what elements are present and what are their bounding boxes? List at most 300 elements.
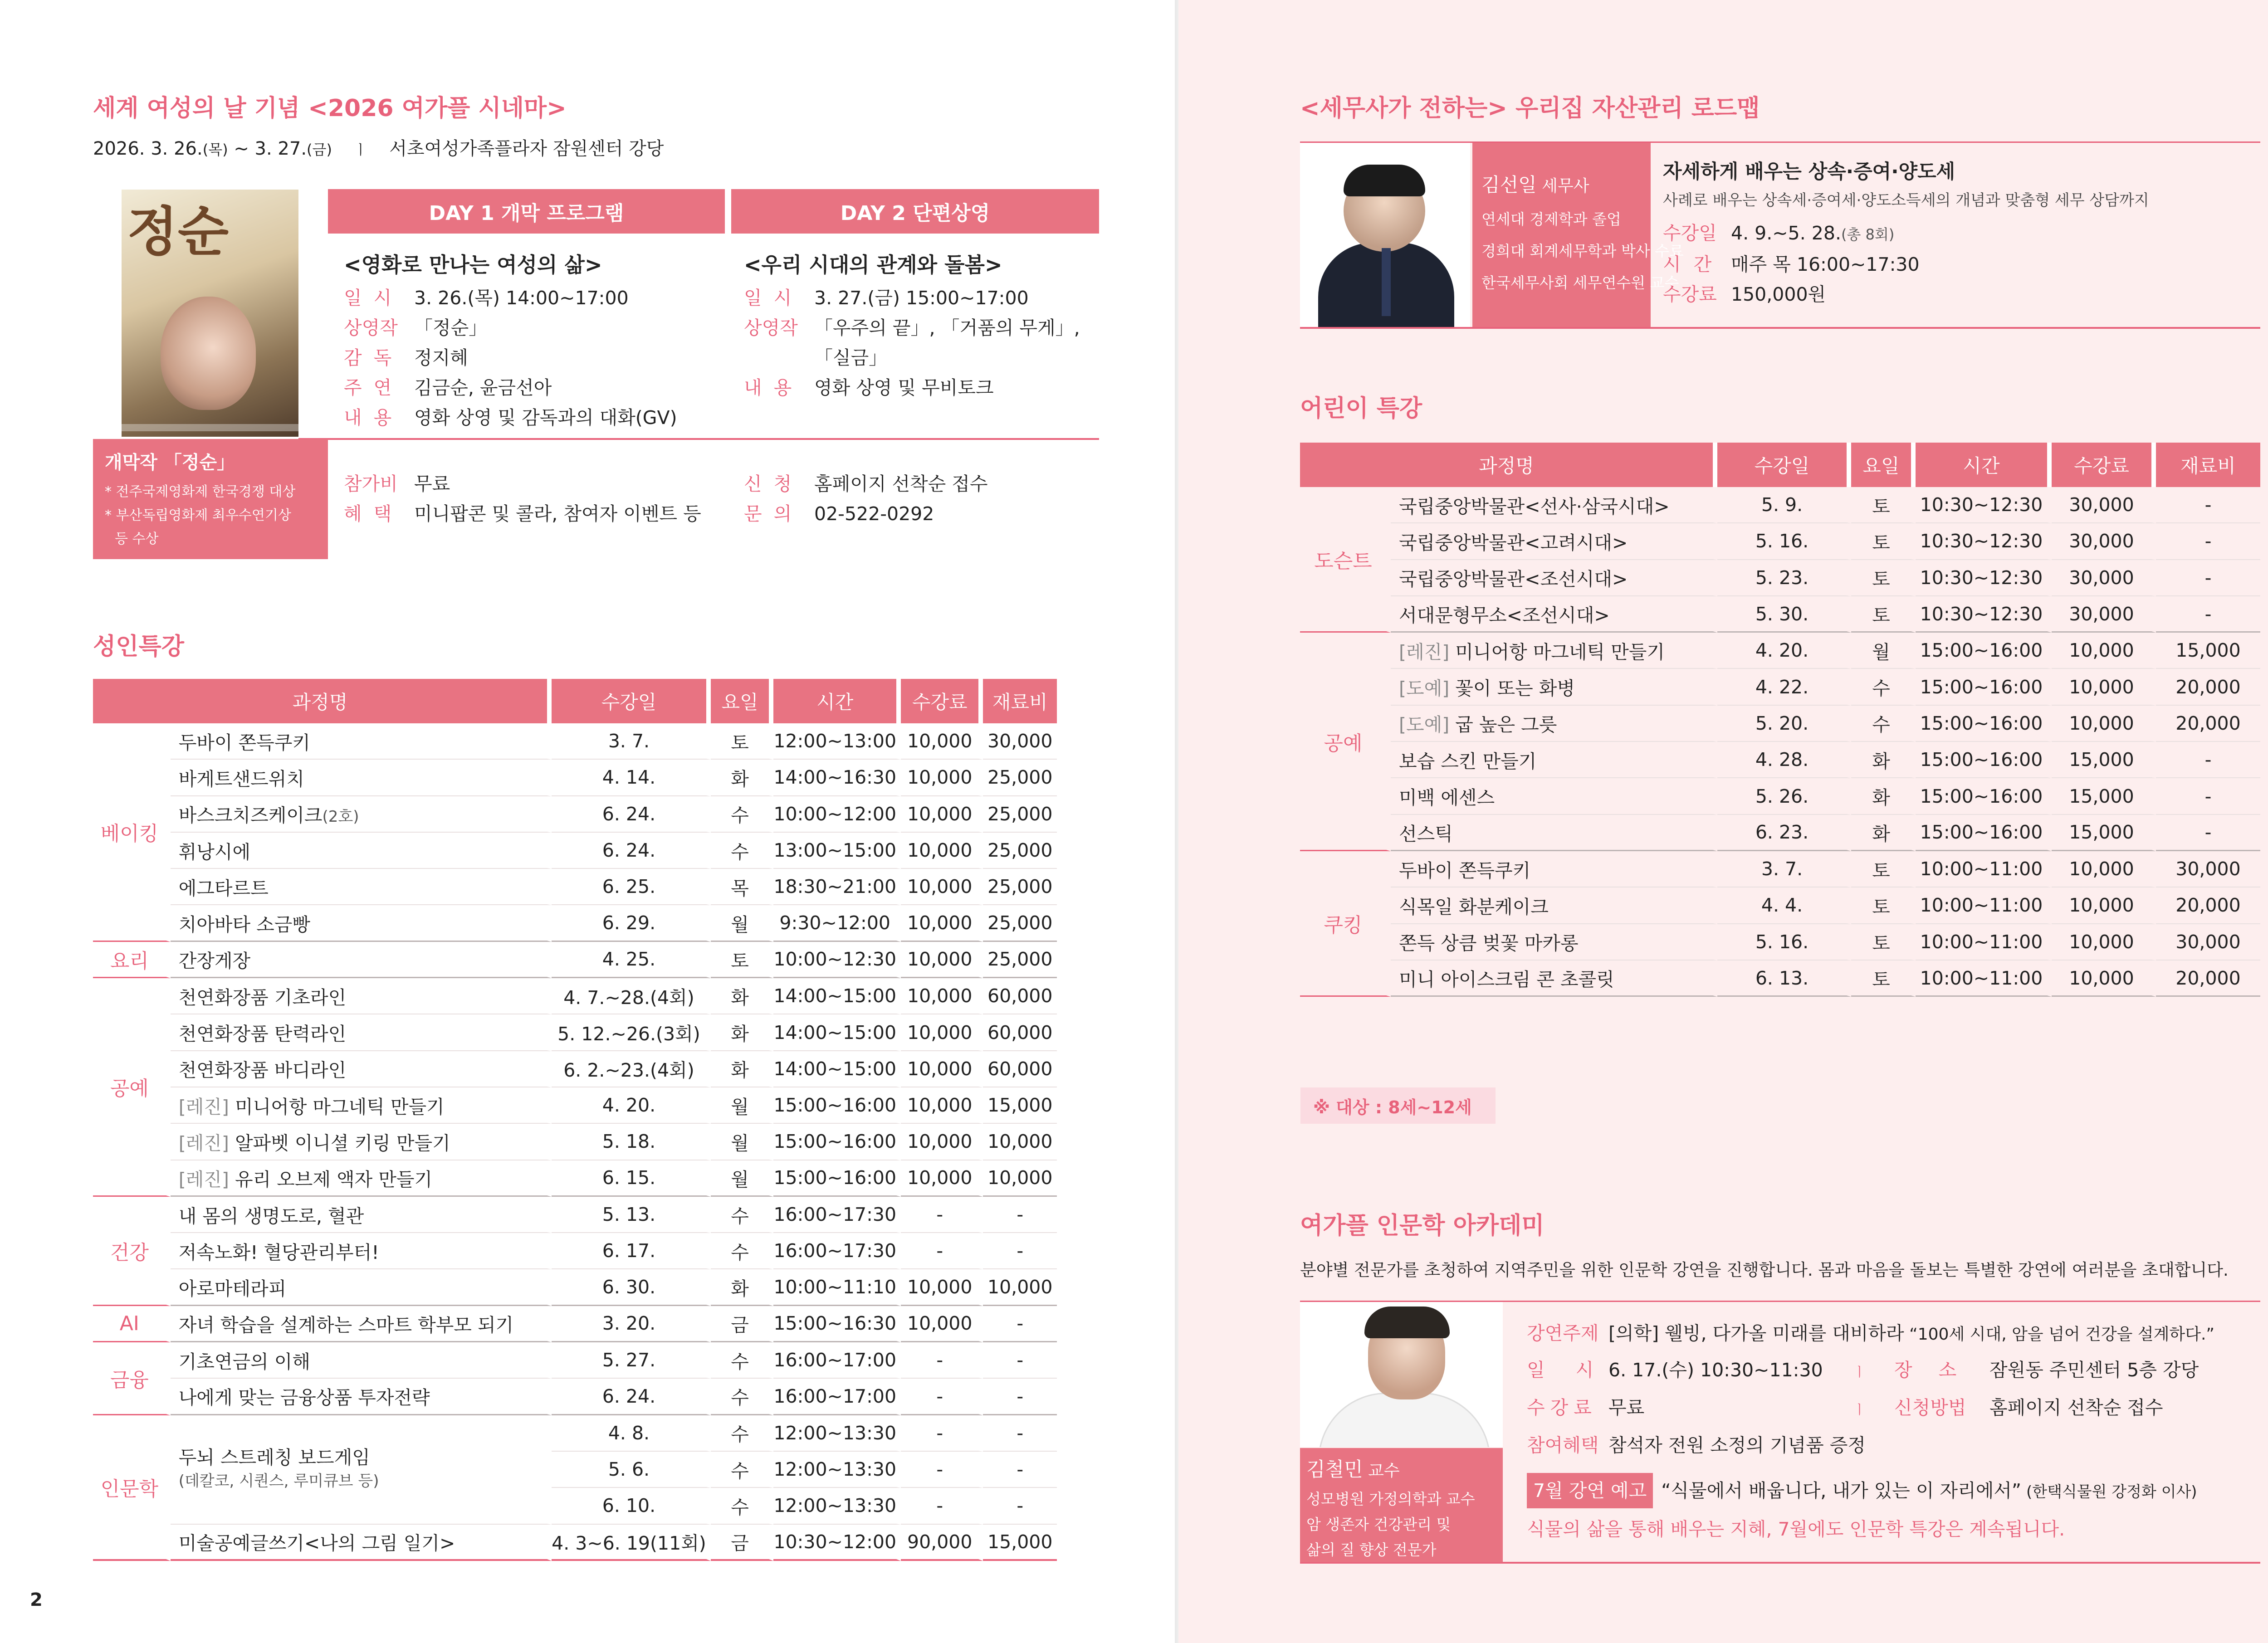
course-day: 금 bbox=[711, 1525, 774, 1561]
course-time: 14:00~15:00 bbox=[773, 1051, 901, 1087]
course-fee: 10,000 bbox=[901, 978, 983, 1014]
course-date: 4. 14. bbox=[552, 760, 711, 796]
course-name: [도예] 굽 높은 그릇 bbox=[1391, 706, 1717, 742]
course-fee: 10,000 bbox=[901, 942, 983, 978]
course-time: 18:30~21:00 bbox=[773, 869, 901, 905]
category-label: 요리 bbox=[93, 942, 171, 978]
course-time: 15:00~16:00 bbox=[1916, 669, 2052, 705]
course-fee: 10,000 bbox=[2052, 887, 2156, 924]
course-name: 두바이 쫀득쿠키 bbox=[1391, 851, 1717, 887]
table-row bbox=[1300, 778, 2260, 814]
course-name: 쫀득 상큼 벚꽃 마카롱 bbox=[1391, 924, 1717, 960]
course-date: 6. 15. bbox=[552, 1160, 711, 1197]
table-row bbox=[93, 1342, 1057, 1379]
course-fee: 10,000 bbox=[901, 905, 983, 941]
course-fee: 30,000 bbox=[2052, 560, 2156, 596]
table-row bbox=[93, 760, 1057, 796]
course-fee: 10,000 bbox=[901, 869, 983, 905]
table-row bbox=[1300, 887, 2260, 924]
course-mat: 15,000 bbox=[983, 1087, 1057, 1124]
course-name: 간장게장 bbox=[171, 942, 552, 978]
table-row bbox=[93, 1197, 1057, 1233]
course-date: 5. 30. bbox=[1717, 596, 1851, 633]
course-day: 수 bbox=[711, 1342, 774, 1379]
course-day: 화 bbox=[711, 1051, 774, 1087]
course-fee: 10,000 bbox=[2052, 669, 2156, 705]
table-row bbox=[93, 1379, 1057, 1415]
course-name: [레진] 미니어항 마그네틱 만들기 bbox=[1391, 633, 1717, 669]
course-date: 6. 24. bbox=[552, 796, 711, 833]
tax-lecture-box bbox=[1300, 141, 2260, 329]
table-row bbox=[93, 1269, 1057, 1306]
course-mat: 25,000 bbox=[983, 796, 1057, 833]
course-name: [레진] 알파벳 이니셜 키링 만들기 bbox=[171, 1124, 552, 1160]
day1-subtitle: <영화로 만나는 여성의 삶> bbox=[344, 253, 602, 277]
adult-table-header: 과정명 수강일 요일 시간 수강료 재료비 bbox=[93, 679, 1057, 723]
course-day: 화 bbox=[711, 1269, 774, 1306]
course-time: 10:30~12:00 bbox=[773, 1525, 901, 1561]
category-label: 금융 bbox=[93, 1342, 171, 1415]
course-fee: 10,000 bbox=[901, 796, 983, 833]
course-date: 5. 12.~26.(3회) bbox=[552, 1014, 711, 1051]
category-label: 공예 bbox=[93, 978, 171, 1197]
course-date: 4. 3~6. 19(11회) bbox=[552, 1525, 711, 1561]
course-day: 화 bbox=[1851, 778, 1916, 814]
table-row bbox=[93, 905, 1057, 941]
course-day: 월 bbox=[711, 905, 774, 941]
course-date: 6. 23. bbox=[1717, 815, 1851, 851]
humanities-title: 여가플 인문학 아카데미 bbox=[1300, 1212, 1545, 1239]
course-day: 수 bbox=[711, 796, 774, 833]
course-mat: - bbox=[983, 1233, 1057, 1269]
day2-info: 일시 3. 27.(금) 15:00~17:00 상영작 「우주의 끝」, 「거품의 무게」, 「실금」 내용 영화 상영 및 무비토크 bbox=[744, 287, 1080, 399]
category-label: 베이킹 bbox=[93, 723, 171, 942]
course-mat: 10,000 bbox=[983, 1269, 1057, 1306]
course-name: 휘낭시에 bbox=[171, 833, 552, 869]
course-fee: 10,000 bbox=[901, 1051, 983, 1087]
course-date: 4. 20. bbox=[552, 1087, 711, 1124]
course-day: 수 bbox=[711, 1415, 774, 1452]
course-date: 5. 23. bbox=[1717, 560, 1851, 596]
course-fee: 10,000 bbox=[901, 1160, 983, 1197]
course-fee: 90,000 bbox=[901, 1525, 983, 1561]
course-name: 나에게 맞는 금융상품 투자전략 bbox=[171, 1379, 552, 1415]
course-fee: 10,000 bbox=[901, 1014, 983, 1051]
course-name: 천연화장품 바디라인 bbox=[171, 1051, 552, 1087]
table-row bbox=[1300, 960, 2260, 997]
course-name: 내 몸의 생명도로, 혈관 bbox=[171, 1197, 552, 1233]
course-time: 10:00~11:10 bbox=[773, 1269, 901, 1306]
course-date: 4. 4. bbox=[1717, 887, 1851, 924]
course-day: 금 bbox=[711, 1306, 774, 1342]
page-number: 2 bbox=[30, 1589, 43, 1610]
course-day: 토 bbox=[1851, 487, 1916, 523]
course-time: 15:00~16:00 bbox=[773, 1124, 901, 1160]
course-date: 6. 13. bbox=[1717, 960, 1851, 997]
course-date: 5. 20. bbox=[1717, 706, 1851, 742]
course-day: 토 bbox=[1851, 887, 1916, 924]
course-name: 바게트샌드위치 bbox=[171, 760, 552, 796]
course-time: 14:00~15:00 bbox=[773, 1014, 901, 1051]
course-fee: 10,000 bbox=[2052, 924, 2156, 960]
course-name: 치아바타 소금빵 bbox=[171, 905, 552, 941]
tax-course-info: 자세하게 배우는 상속·증여·양도세 사례로 배우는 상속세·증여세·양도소득세의 개념과 맞춤형 세무 상담까지 수강일 4. 9.~5. 28.(총 8회) 시간 매주 목 16:00~17:30 수강료 150,000원 bbox=[1663, 161, 2149, 305]
course-time: 15:00~16:00 bbox=[1916, 633, 2052, 669]
course-name: 두뇌 스트레칭 보드게임 (데칼코, 시퀀스, 루미큐브 등) bbox=[171, 1415, 552, 1525]
course-mat: 60,000 bbox=[983, 1051, 1057, 1087]
humanities-lecture-box bbox=[1300, 1301, 2260, 1564]
table-row bbox=[93, 833, 1057, 869]
course-date: 4. 7.~28.(4회) bbox=[552, 978, 711, 1014]
table-row bbox=[93, 978, 1057, 1014]
course-day: 수 bbox=[711, 833, 774, 869]
table-row bbox=[93, 1415, 1057, 1452]
day1-info: 일시 3. 26.(목) 14:00~17:00 상영작 「정순」 감독 정지혜 주연 김금순, 윤금선아 내용 영화 상영 및 감독과의 대화(GV) bbox=[344, 287, 677, 429]
course-time: 10:00~11:00 bbox=[1916, 924, 2052, 960]
course-mat: - bbox=[2156, 560, 2260, 596]
lecturer-photo-2 bbox=[1300, 1302, 1503, 1447]
course-date: 6. 24. bbox=[552, 833, 711, 869]
course-name: [레진] 미니어항 마그네틱 만들기 bbox=[171, 1087, 552, 1124]
humanities-intro: 분야별 전문가를 초청하여 지역주민을 위한 인문학 강연을 진행합니다. 몸과 마음을 돌보는 특별한 강연에 여러분을 초대합니다. bbox=[1300, 1260, 2229, 1280]
table-row bbox=[1300, 596, 2260, 633]
course-name: 자녀 학습을 설계하는 스마트 학부모 되기 bbox=[171, 1306, 552, 1342]
course-name: 미백 에센스 bbox=[1391, 778, 1717, 814]
course-mat: - bbox=[983, 1197, 1057, 1233]
course-day: 수 bbox=[711, 1488, 774, 1524]
course-fee: 10,000 bbox=[901, 723, 983, 760]
course-mat: - bbox=[983, 1488, 1057, 1524]
course-fee: - bbox=[901, 1197, 983, 1233]
course-date: 5. 6. bbox=[552, 1452, 711, 1488]
course-day: 토 bbox=[1851, 560, 1916, 596]
course-name: 바스크치즈케이크(2호) bbox=[171, 796, 552, 833]
course-day: 수 bbox=[711, 1197, 774, 1233]
day1-header: DAY 1 개막 프로그램 bbox=[328, 189, 725, 234]
course-mat: 25,000 bbox=[983, 869, 1057, 905]
course-day: 토 bbox=[711, 723, 774, 760]
course-fee: 10,000 bbox=[901, 1124, 983, 1160]
table-row bbox=[1300, 851, 2260, 887]
course-fee: 10,000 bbox=[901, 760, 983, 796]
table-row bbox=[93, 1160, 1057, 1197]
course-day: 수 bbox=[1851, 706, 1916, 742]
course-day: 토 bbox=[1851, 924, 1916, 960]
course-fee: - bbox=[901, 1488, 983, 1524]
course-time: 16:00~17:00 bbox=[773, 1342, 901, 1379]
category-label: 인문학 bbox=[93, 1415, 171, 1561]
course-date: 6. 17. bbox=[552, 1233, 711, 1269]
course-date: 5. 16. bbox=[1717, 523, 1851, 560]
course-date: 5. 18. bbox=[552, 1124, 711, 1160]
course-name: 보습 스킨 만들기 bbox=[1391, 742, 1717, 778]
course-mat: 25,000 bbox=[983, 905, 1057, 941]
course-mat: 60,000 bbox=[983, 1014, 1057, 1051]
course-name: 국립중앙박물관<고려시대> bbox=[1391, 523, 1717, 560]
adult-title: 성인특강 bbox=[93, 633, 184, 660]
course-time: 15:00~16:00 bbox=[1916, 742, 2052, 778]
course-day: 수 bbox=[711, 1233, 774, 1269]
course-name: 두바이 쫀득쿠키 bbox=[171, 723, 552, 760]
cinema-title: 세계 여성의 날 기념 <2026 여가플 시네마> bbox=[93, 95, 567, 122]
course-name: 식목일 화분케이크 bbox=[1391, 887, 1717, 924]
category-label: 공예 bbox=[1300, 633, 1391, 851]
course-date: 3. 7. bbox=[552, 723, 711, 760]
course-day: 화 bbox=[711, 978, 774, 1014]
course-mat: 25,000 bbox=[983, 760, 1057, 796]
course-day: 토 bbox=[1851, 523, 1916, 560]
course-day: 수 bbox=[711, 1379, 774, 1415]
table-row bbox=[1300, 669, 2260, 705]
course-name: 서대문형무소<조선시대> bbox=[1391, 596, 1717, 633]
course-fee: 10,000 bbox=[2052, 960, 2156, 997]
humanities-details: 강연주제 [의학] 웰빙, 다가올 미래를 대비하라 “100세 시대, 암을 넘어 건강을 설계하다.” 일시6. 17.(수) 10:30~11:30 ㅣ 장소 잠원동 주민센터 5층 강당 수강료 무료 ㅣ 신청방법 홈페이지 선착순 접수 참여혜택 참석자 전원 소정의 기념품 증정 7월 강연 예고 “식물에서 배웁니다, 내가 있는 이 자리에서” (한택식물원 강정화 이사) 식물의 삶을 통해 배우는 지혜, 7월에도 인문학 특강은 계속됩니다. bbox=[1527, 1322, 2215, 1540]
table-row bbox=[1300, 924, 2260, 960]
table-row bbox=[93, 869, 1057, 905]
course-time: 16:00~17:30 bbox=[773, 1197, 901, 1233]
course-date: 4. 8. bbox=[552, 1415, 711, 1452]
adult-course-table bbox=[93, 679, 1057, 1561]
course-time: 10:30~12:30 bbox=[1916, 560, 2052, 596]
table-row bbox=[93, 1525, 1057, 1561]
course-date: 6. 2.~23.(4회) bbox=[552, 1051, 711, 1087]
course-mat: 20,000 bbox=[2156, 960, 2260, 997]
table-row bbox=[93, 723, 1057, 760]
course-name: 국립중앙박물관<선사·삼국시대> bbox=[1391, 487, 1717, 523]
table-row bbox=[93, 1014, 1057, 1051]
course-mat: 20,000 bbox=[2156, 669, 2260, 705]
course-date: 4. 25. bbox=[552, 942, 711, 978]
course-mat: - bbox=[983, 1342, 1057, 1379]
course-time: 15:00~16:00 bbox=[1916, 815, 2052, 851]
course-fee: 30,000 bbox=[2052, 523, 2156, 560]
course-fee: - bbox=[901, 1415, 983, 1452]
course-fee: 10,000 bbox=[901, 1306, 983, 1342]
course-time: 15:00~16:00 bbox=[773, 1087, 901, 1124]
course-date: 5. 26. bbox=[1717, 778, 1851, 814]
course-date: 5. 27. bbox=[552, 1342, 711, 1379]
program-fee-benefit: 참가비 무료 혜택 미니팝콘 및 콜라, 참여자 이벤트 등 bbox=[344, 473, 701, 525]
course-name: 미니 아이스크림 콘 초콜릿 bbox=[1391, 960, 1717, 997]
course-day: 토 bbox=[1851, 851, 1916, 887]
course-mat: - bbox=[983, 1306, 1057, 1342]
course-mat: 15,000 bbox=[2156, 633, 2260, 669]
course-date: 4. 20. bbox=[1717, 633, 1851, 669]
category-label: 건강 bbox=[93, 1197, 171, 1306]
course-name: [도예] 꽃이 또는 화병 bbox=[1391, 669, 1717, 705]
course-day: 화 bbox=[1851, 742, 1916, 778]
course-mat: - bbox=[983, 1379, 1057, 1415]
course-time: 14:00~15:00 bbox=[773, 978, 901, 1014]
course-fee: 15,000 bbox=[2052, 742, 2156, 778]
course-day: 토 bbox=[1851, 596, 1916, 633]
program-apply-contact: 신청 홈페이지 선착순 접수 문의 02-522-0292 bbox=[744, 473, 988, 525]
table-row bbox=[93, 942, 1057, 978]
right-page bbox=[1178, 0, 2268, 1643]
course-day: 화 bbox=[711, 1014, 774, 1051]
tax-title: <세무사가 전하는> 우리집 자산관리 로드맵 bbox=[1300, 95, 1760, 122]
course-mat: 30,000 bbox=[2156, 924, 2260, 960]
table-row bbox=[93, 1306, 1057, 1342]
movie-poster-image bbox=[122, 190, 298, 437]
opening-film-box: 개막작 「정순」 * 전주국제영화제 한국경쟁 대상 * 부산독립영화제 최우수연기상 등 수상 bbox=[93, 439, 328, 559]
course-date: 3. 7. bbox=[1717, 851, 1851, 887]
course-date: 4. 28. bbox=[1717, 742, 1851, 778]
course-time: 10:00~12:00 bbox=[773, 796, 901, 833]
course-fee: 10,000 bbox=[2052, 706, 2156, 742]
kids-title: 어린이 특강 bbox=[1300, 395, 1422, 422]
table-row bbox=[1300, 706, 2260, 742]
course-name: 선스틱 bbox=[1391, 815, 1717, 851]
kids-table-header: 과정명 수강일 요일 시간 수강료 재료비 bbox=[1300, 443, 2260, 487]
course-day: 월 bbox=[711, 1160, 774, 1197]
course-name: 국립중앙박물관<조선시대> bbox=[1391, 560, 1717, 596]
course-name: 에그타르트 bbox=[171, 869, 552, 905]
course-mat: 30,000 bbox=[2156, 851, 2260, 887]
day2-subtitle: <우리 시대의 관계와 돌봄> bbox=[744, 253, 1002, 277]
course-mat: 10,000 bbox=[983, 1124, 1057, 1160]
course-fee: 10,000 bbox=[901, 833, 983, 869]
course-mat: 20,000 bbox=[2156, 706, 2260, 742]
course-time: 15:00~16:00 bbox=[1916, 778, 2052, 814]
course-date: 6. 10. bbox=[552, 1488, 711, 1524]
kids-age-note: ※ 대상 : 8세~12세 bbox=[1300, 1087, 1496, 1124]
course-mat: - bbox=[2156, 523, 2260, 560]
course-fee: 10,000 bbox=[2052, 633, 2156, 669]
course-time: 15:00~16:30 bbox=[773, 1306, 901, 1342]
course-time: 10:00~11:00 bbox=[1916, 960, 2052, 997]
course-fee: 10,000 bbox=[901, 1269, 983, 1306]
course-day: 월 bbox=[1851, 633, 1916, 669]
course-mat: 10,000 bbox=[983, 1160, 1057, 1197]
course-date: 3. 20. bbox=[552, 1306, 711, 1342]
course-day: 토 bbox=[1851, 960, 1916, 997]
course-time: 10:30~12:30 bbox=[1916, 596, 2052, 633]
course-mat: 25,000 bbox=[983, 833, 1057, 869]
course-fee: 15,000 bbox=[2052, 815, 2156, 851]
course-date: 6. 29. bbox=[552, 905, 711, 941]
course-date: 5. 9. bbox=[1717, 487, 1851, 523]
course-mat: 25,000 bbox=[983, 942, 1057, 978]
course-name: 저속노화! 혈당관리부터! bbox=[171, 1233, 552, 1269]
course-fee: 15,000 bbox=[2052, 778, 2156, 814]
course-mat: - bbox=[983, 1452, 1057, 1488]
course-fee: - bbox=[901, 1379, 983, 1415]
course-mat: 20,000 bbox=[2156, 887, 2260, 924]
kids-course-table bbox=[1300, 443, 2260, 997]
day2-header: DAY 2 단편상영 bbox=[731, 189, 1099, 234]
course-time: 9:30~12:00 bbox=[773, 905, 901, 941]
course-mat: 30,000 bbox=[983, 723, 1057, 760]
course-mat: - bbox=[2156, 778, 2260, 814]
course-time: 10:00~12:30 bbox=[773, 942, 901, 978]
course-mat: - bbox=[2156, 742, 2260, 778]
course-time: 13:00~15:00 bbox=[773, 833, 901, 869]
table-row bbox=[93, 796, 1057, 833]
poster-face bbox=[161, 297, 256, 410]
course-time: 15:00~16:00 bbox=[773, 1160, 901, 1197]
category-label: 쿠킹 bbox=[1300, 851, 1391, 997]
course-name: [레진] 유리 오브제 액자 만들기 bbox=[171, 1160, 552, 1197]
table-row bbox=[1300, 742, 2260, 778]
table-row bbox=[1300, 633, 2260, 669]
course-date: 5. 16. bbox=[1717, 924, 1851, 960]
course-mat: 60,000 bbox=[983, 978, 1057, 1014]
course-time: 10:30~12:30 bbox=[1916, 487, 2052, 523]
course-mat: - bbox=[983, 1415, 1057, 1452]
course-day: 화 bbox=[711, 760, 774, 796]
course-time: 10:00~11:00 bbox=[1916, 851, 2052, 887]
course-day: 월 bbox=[711, 1124, 774, 1160]
course-name: 아로마테라피 bbox=[171, 1269, 552, 1306]
course-day: 화 bbox=[1851, 815, 1916, 851]
course-time: 10:00~11:00 bbox=[1916, 887, 2052, 924]
table-row bbox=[1300, 487, 2260, 523]
table-row bbox=[93, 1233, 1057, 1269]
poster-title: 정순 bbox=[127, 201, 229, 263]
course-date: 6. 25. bbox=[552, 869, 711, 905]
course-fee: 10,000 bbox=[2052, 851, 2156, 887]
course-name: 천연화장품 기초라인 bbox=[171, 978, 552, 1014]
course-time: 12:00~13:30 bbox=[773, 1488, 901, 1524]
course-name: 기초연금의 이해 bbox=[171, 1342, 552, 1379]
course-day: 수 bbox=[1851, 669, 1916, 705]
course-mat: 15,000 bbox=[983, 1525, 1057, 1561]
course-fee: 30,000 bbox=[2052, 596, 2156, 633]
course-day: 목 bbox=[711, 869, 774, 905]
table-row bbox=[93, 1087, 1057, 1124]
table-row bbox=[1300, 523, 2260, 560]
course-fee: - bbox=[901, 1452, 983, 1488]
course-day: 월 bbox=[711, 1087, 774, 1124]
course-time: 15:00~16:00 bbox=[1916, 706, 2052, 742]
lecturer-info-2: 김철민 교수 성모병원 가정의학과 교수 암 생존자 건강관리 및 삶의 질 향상 전문가 bbox=[1300, 1448, 1503, 1562]
course-fee: - bbox=[901, 1233, 983, 1269]
lecturer-photo bbox=[1300, 143, 1470, 327]
course-date: 6. 24. bbox=[552, 1379, 711, 1415]
course-date: 4. 22. bbox=[1717, 669, 1851, 705]
course-date: 5. 13. bbox=[552, 1197, 711, 1233]
course-time: 10:30~12:30 bbox=[1916, 523, 2052, 560]
cinema-date-venue: 2026. 3. 26.(목) ~ 3. 27.(금) ㅣ 서초여성가족플라자 잠원센터 강당 bbox=[93, 138, 664, 159]
table-row bbox=[1300, 560, 2260, 596]
category-label: AI bbox=[93, 1306, 171, 1342]
course-day: 토 bbox=[711, 942, 774, 978]
course-time: 12:00~13:00 bbox=[773, 723, 901, 760]
course-fee: 30,000 bbox=[2052, 487, 2156, 523]
course-time: 14:00~16:30 bbox=[773, 760, 901, 796]
course-name: 미술공예글쓰기<나의 그림 일기> bbox=[171, 1525, 552, 1561]
course-time: 16:00~17:00 bbox=[773, 1379, 901, 1415]
course-time: 12:00~13:30 bbox=[773, 1452, 901, 1488]
table-row bbox=[1300, 815, 2260, 851]
course-mat: - bbox=[2156, 815, 2260, 851]
course-name: 천연화장품 탄력라인 bbox=[171, 1014, 552, 1051]
course-time: 12:00~13:30 bbox=[773, 1415, 901, 1452]
course-mat: - bbox=[2156, 596, 2260, 633]
table-row bbox=[93, 1124, 1057, 1160]
course-day: 수 bbox=[711, 1452, 774, 1488]
course-fee: - bbox=[901, 1342, 983, 1379]
table-row bbox=[93, 1051, 1057, 1087]
course-fee: 10,000 bbox=[901, 1087, 983, 1124]
july-preview-tag: 7월 강연 예고 bbox=[1527, 1473, 1653, 1508]
category-label: 도슨트 bbox=[1300, 487, 1391, 633]
lecturer-info: 김선일 세무사 연세대 경제학과 졸업 경희대 회계세무학과 박사 수료 한국세무사회 세무연수원 교수 bbox=[1472, 143, 1651, 327]
course-mat: - bbox=[2156, 487, 2260, 523]
course-date: 6. 30. bbox=[552, 1269, 711, 1306]
course-time: 16:00~17:30 bbox=[773, 1233, 901, 1269]
